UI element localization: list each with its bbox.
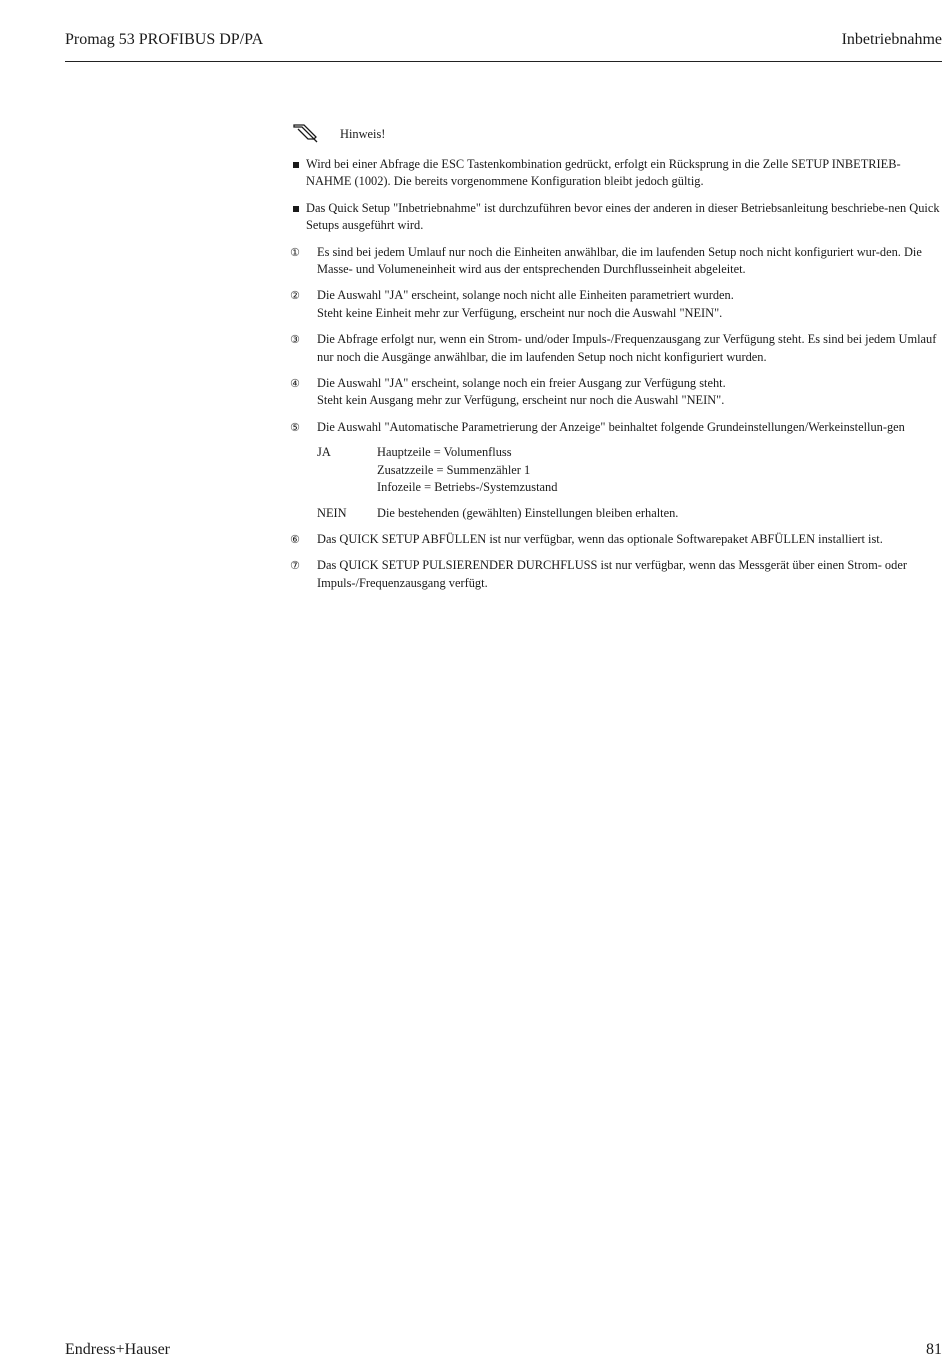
footnote-number: ② [290,289,300,303]
definition-row-nein [317,505,942,522]
footnote-text-line: Steht keine Einheit mehr zur Verfügung, erscheint nur noch die Auswahl "NEIN". [317,305,723,320]
definition-term: NEIN [317,505,347,520]
footnote-text: Die Abfrage erfolgt nur, wenn ein Strom- und/oder Impuls-/Frequenzausgang zur Verfügung steht. Es sind bei jedem Umlauf nur noch die Ausgänge anwählbar, die im laufenden Setup noch nicht konfiguriert wurden. [317,332,937,364]
page-number: 81 [926,1341,942,1358]
footnote-6 [290,531,942,548]
definition-line: Infozeile = Betriebs-/Systemzustand [377,480,558,495]
main-content [290,124,942,601]
footnote-text-line: Die Auswahl "JA" erscheint, solange noch nicht alle Einheiten parametriert wurden. [317,288,734,303]
display-settings-list [317,444,942,522]
definition-term: JA [317,445,331,460]
footnote-text: Es sind bei jedem Umlauf nur noch die Einheiten anwählbar, die im laufenden Setup noch nicht konfiguriert wur-den. Die Masse- und Volumeneinheit wird aus der entsprechenden Durchflusseinheit abgeleitet. [317,244,922,277]
definition-line: Hauptzeile = Volumenfluss [377,445,512,460]
definition-row-ja [317,444,942,496]
note-bullet-item [290,200,942,235]
footnote-5 [290,419,942,522]
footnote-number: ① [290,245,300,259]
pencil-note-icon [292,121,318,143]
footnote-number: ⑦ [290,559,300,573]
header-section-title: Inbetriebnahme [841,31,942,48]
definition-line: Die bestehenden (gewählten) Einstellungen bleiben erhalten. [377,505,679,520]
square-bullet-icon [293,162,299,168]
footnote-4 [290,375,942,410]
page-header [65,31,942,62]
footnote-2 [290,287,942,322]
footnote-number: ⑤ [290,420,300,434]
footnote-number: ③ [290,333,300,347]
header-product-title: Promag 53 PROFIBUS DP/PA [65,31,264,48]
definition-line: Zusatzzeile = Summenzähler 1 [377,462,531,477]
footnote-1 [290,244,942,279]
bullet-text: Wird bei einer Abfrage die ESC Tastenkombination gedrückt, erfolgt ein Rücksprung in die Zelle SETUP INBETRIEB-NAHME (1002). Die bereits vorgenommene Konfiguration bleibt jedoch gültig. [306,157,901,189]
footnote-3 [290,331,942,366]
footnote-text-line: Die Auswahl "JA" erscheint, solange noch ein freier Ausgang zur Verfügung steht. [317,376,726,391]
note-label: Hinweis! [340,127,386,141]
footer-company: Endress+Hauser [65,1341,170,1358]
footnote-text: Das QUICK SETUP ABFÜLLEN ist nur verfügbar, wenn das optionale Softwarepaket ABFÜLLEN installiert ist. [317,531,883,546]
square-bullet-icon [293,206,299,212]
footnote-text: Die Auswahl "Automatische Parametrierung der Anzeige" beinhaltet folgende Grundeinstellungen/Werkeinstellun-gen [317,419,905,434]
note-heading [290,124,942,146]
footnote-number: ⑥ [290,532,300,546]
footnote-text: Das QUICK SETUP PULSIERENDER DURCHFLUSS ist nur verfügbar, wenn das Messgerät über einen Strom- oder Impuls-/Frequenzausgang verfügt. [317,558,907,590]
bullet-text: Das Quick Setup "Inbetriebnahme" ist durchzuführen bevor eines der anderen in dieser Betriebsanleitung beschriebe-nen Quick Setups ausgeführt wird. [306,200,940,233]
footnote-7 [290,557,942,592]
footnote-text-line: Steht kein Ausgang mehr zur Verfügung, erscheint nur noch die Auswahl "NEIN". [317,393,725,408]
footnote-number: ④ [290,377,300,391]
note-bullet-item [290,156,942,191]
